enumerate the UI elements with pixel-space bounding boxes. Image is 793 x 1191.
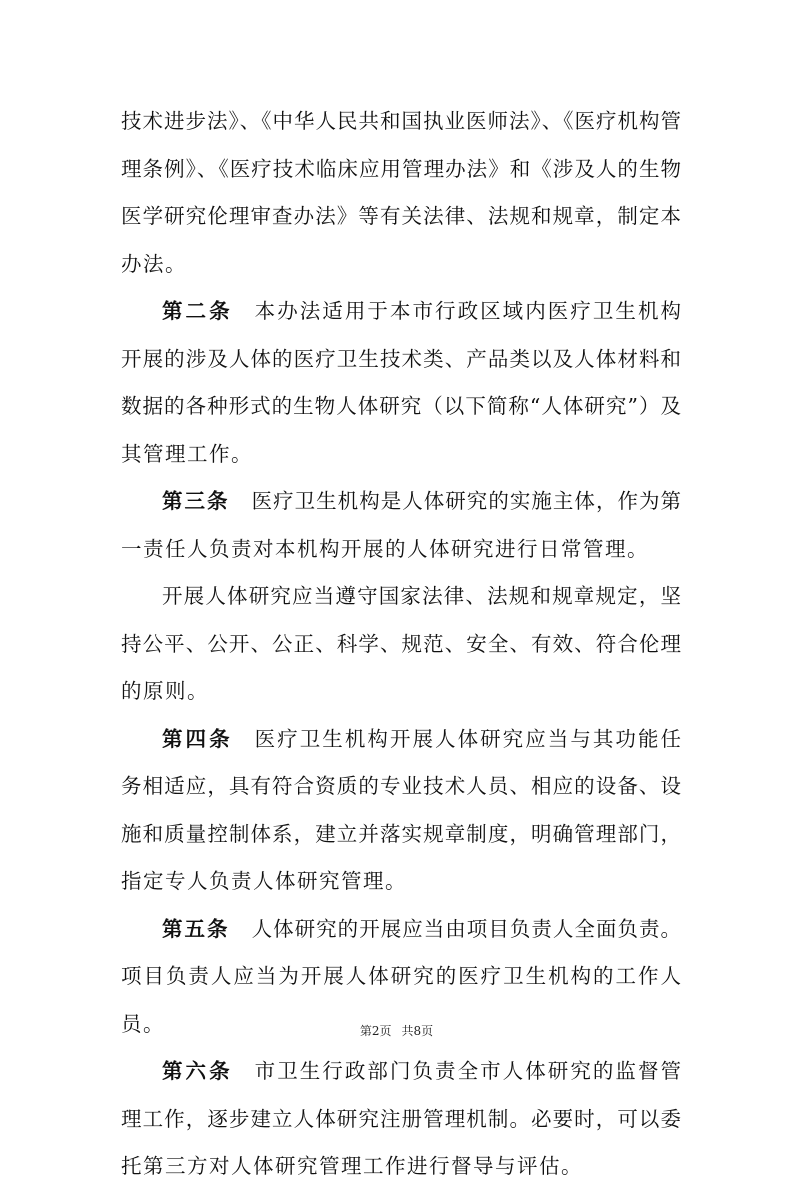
text-line: 开展人体研究应当遵守国家法律、法规和规章规定，坚 bbox=[162, 584, 681, 608]
article-4-heading: 第四条 bbox=[162, 726, 233, 751]
text-line: 一责任人负责对本机构开展的人体研究进行日常管理。 bbox=[121, 536, 649, 561]
text-line: 持公平、公开、公正、科学、规范、安全、有效、符合伦理 bbox=[121, 631, 681, 656]
article-4-line bbox=[121, 716, 681, 764]
article-2-text: 本办法适用于本市行政区域内医疗卫生机构 bbox=[254, 299, 682, 323]
text-line: 员。 bbox=[121, 1011, 165, 1036]
text-line: 务相适应，具有符合资质的专业技术人员、相应的设备、设 bbox=[121, 774, 681, 798]
page-total: 共8页 bbox=[401, 1024, 434, 1038]
article-3-text: 医疗卫生机构是人体研究的实施主体，作为第 bbox=[251, 489, 682, 513]
text-line: 技术进步法》、《中华人民共和国执业医师法》、《医疗机构管 bbox=[121, 109, 681, 133]
text-line: 托第三方对人体研究管理工作进行督导与评估。 bbox=[121, 1154, 583, 1178]
article-5-heading: 第五条 bbox=[162, 916, 230, 941]
text-line: 施和质量控制体系，建立并落实规章制度，明确管理部门， bbox=[121, 821, 681, 846]
text-line: 办法。 bbox=[121, 251, 187, 276]
article-6-heading: 第六条 bbox=[162, 1059, 233, 1083]
article-5-line bbox=[121, 906, 681, 954]
text-line: 其管理工作。 bbox=[121, 441, 253, 466]
article-3-heading: 第三条 bbox=[162, 489, 230, 513]
text-line: 理工作，逐步建立人体研究注册管理机制。必要时，可以委 bbox=[121, 1106, 681, 1131]
article-3-line bbox=[121, 478, 681, 526]
article-2-line bbox=[121, 288, 681, 336]
article-4-text: 医疗卫生机构开展人体研究应当与其功能任 bbox=[254, 726, 682, 751]
article-2-heading: 第二条 bbox=[162, 299, 233, 323]
page-footer bbox=[0, 1022, 793, 1039]
text-line: 医学研究伦理审查办法》等有关法律、法规和规章，制定本 bbox=[121, 204, 681, 228]
article-5-text: 人体研究的开展应当由项目负责人全面负责。 bbox=[251, 916, 682, 941]
text-line: 开展的涉及人体的医疗卫生技术类、产品类以及人体材料和 bbox=[121, 346, 681, 371]
text-line: 数据的各种形式的生物人体研究（以下简称“人体研究”）及 bbox=[121, 394, 681, 418]
article-6-line bbox=[121, 1048, 681, 1096]
text-line: 项目负责人应当为开展人体研究的医疗卫生机构的工作人 bbox=[121, 964, 681, 988]
article-6-text: 市卫生行政部门负责全市人体研究的监督管 bbox=[254, 1059, 682, 1083]
text-line: 指定专人负责人体研究管理。 bbox=[121, 869, 407, 893]
page-number: 第2页 bbox=[359, 1024, 392, 1038]
text-line: 的原则。 bbox=[121, 679, 209, 703]
text-line: 理条例》、《医疗技术临床应用管理办法》和《涉及人的生物 bbox=[121, 156, 681, 181]
